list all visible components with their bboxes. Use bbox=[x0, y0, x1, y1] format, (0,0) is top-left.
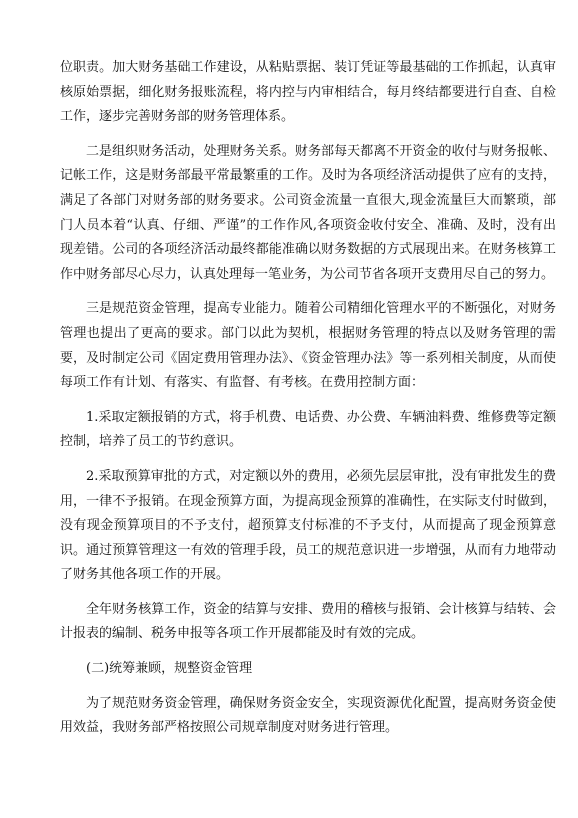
paragraph-item-1: 1.采取定额报销的方式，将手机费、电话费、办公费、车辆油料费、维修费等定额控制，培养了员工的节约意识。 bbox=[60, 409, 556, 450]
section-heading: (二)统筹兼顾，规整资金管理 bbox=[86, 661, 253, 677]
paragraph-continued: 位职责。加大财务基础工作建设，从粘贴票据、装订凭证等最基础的工作抓起，认真审核原始票据，细化财务报账流程，将内控与内审相结合，每月终结都要进行自查、自检工作，逐步完善财务部的财务管理体系。 bbox=[60, 60, 556, 125]
paragraph-item-2: 2.采取预算审批的方式，对定额以外的费用，必须先层层审批，没有审批发生的费用，一律不予报销。在现金预算方面，为提高现金预算的准确性，在实际支付时做到，没有现金预算项目的不予支付，超预算支付标准的不予支付，从而提高了现金预算意识。通过预算管理这一有效的管理手段，员工的规范意识进一步增强，从而有力地带动了财务其他各项工作的开展。 bbox=[60, 468, 556, 583]
paragraph-fund-security: 为了规范财务资金管理，确保财务资金安全，实现资源优化配置，提高财务资金使用效益，我财务部严格按照公司规章制度对财务进行管理。 bbox=[60, 695, 556, 736]
document-body bbox=[60, 56, 556, 741]
paragraph-annual-summary: 全年财务核算工作，资金的结算与安排、费用的稽核与报销、会计核算与结转、会计报表的编制、税务申报等各项工作开展都能及时有效的完成。 bbox=[60, 601, 556, 642]
paragraph-financial-activities: 二是组织财务活动，处理财务关系。财务部每天都离不开资金的收付与财务报帐、记帐工作，这是财务部最平常最繁重的工作。及时为各项经济活动提供了应有的支持，满足了各部门对财务部的财务要求。公司资金流量一直很大,现金流量巨大而繁琐，部门人员本着“认真、仔细、严谨”的工作作风,各项资金收付安全、准确、及时，没有出现差错。公司的各项经济活动最终都能准确以财务数据的方式展现出来。在财务核算工作中财务部尽心尽力，认真处理每一笔业务，为公司节省各项开支费用尽自己的努力。 bbox=[60, 143, 556, 282]
paragraph-fund-management: 三是规范资金管理，提高专业能力。随着公司精细化管理水平的不断强化，对财务管理也提出了更高的要求。部门以此为契机，根据财务管理的特点以及财务管理的需要，及时制定公司《固定费用管理办法》、《资金管理办法》等一系列相关制度，从而使每项工作有计划、有落实、有监督、有考核。在费用控制方面： bbox=[60, 301, 556, 391]
